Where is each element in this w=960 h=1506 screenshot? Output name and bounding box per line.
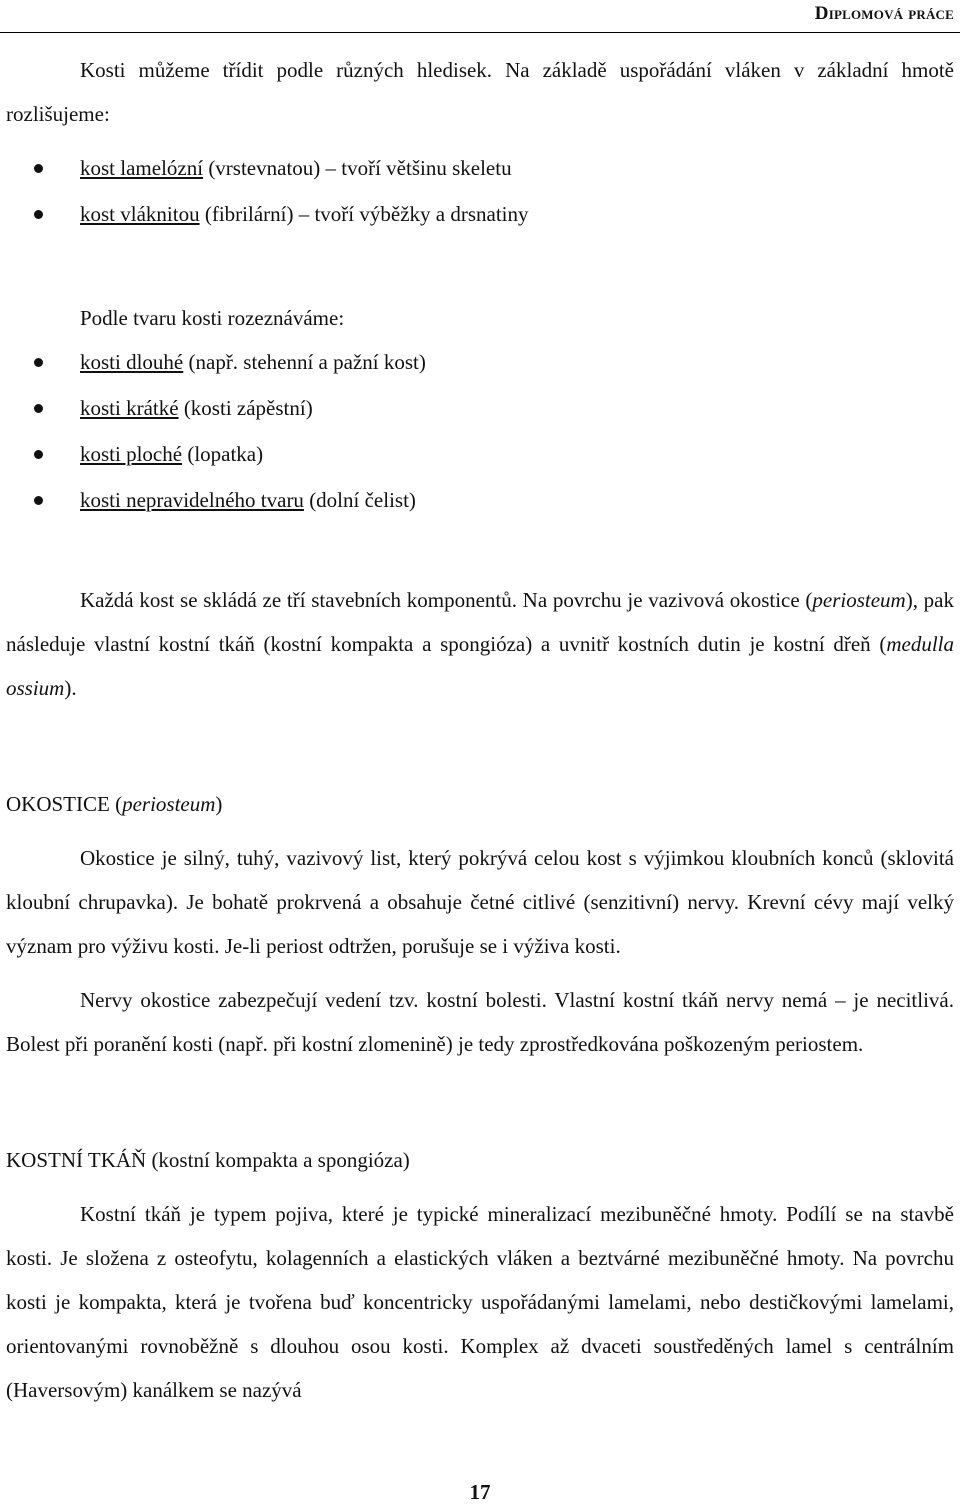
- heading-text: OKOSTICE (: [6, 792, 123, 816]
- list-item-term: kosti krátké: [80, 396, 179, 420]
- okostice-paragraph-2: Nervy okostice zabezpečují vedení tzv. kostní bolesti. Vlastní kostní tkáň nervy nemá – je necitlivá. Bolest při poranění kosti (např. při kostní zlomenině) je tedy zprostředkována poškozeným periostem.: [6, 988, 954, 1056]
- list-item-term: kosti dlouhé: [80, 350, 184, 374]
- running-header: [0, 0, 960, 33]
- bone-shape-list: [6, 340, 954, 524]
- list-item: [6, 478, 954, 524]
- components-paragraph: [6, 578, 954, 710]
- page-number: 17: [469, 1480, 491, 1504]
- components-term-periosteum: periosteum: [812, 588, 906, 612]
- list-item-text: (kosti zápěstní): [178, 396, 313, 420]
- components-text-3: ).: [64, 676, 77, 700]
- fiber-arrangement-list: [6, 146, 954, 238]
- kostni-tkan-paragraph: Kostní tkáň je typem pojiva, které je typické mineralizací mezibuněčné hmoty. Podílí se na stavbě kosti. Je složena z osteofytu, kolagenních a elastických vláken a beztvárné mezibuněčné hmoty. Na povrchu kosti je kompakta, která je tvořena buď koncentricky uspořádanými lamelami, nebo destičkovými lamelami, orientovanými rovnoběžně s dlouhou osou kosti. Komplex až dvaceti soustředěných lamel s centrálním (Haversovým) kanálkem se nazývá: [6, 1202, 954, 1402]
- list-item: [6, 340, 954, 386]
- list-item-term: kost vláknitou: [80, 202, 200, 226]
- header-title: Diplomová práce: [814, 3, 954, 24]
- section-heading-okostice: [6, 782, 954, 826]
- okostice-paragraph-1: Okostice je silný, tuhý, vazivový list, který pokrývá celou kost s výjimkou kloubních konců (sklovitá kloubní chrupavka). Je bohatě prokrvená a obsahuje četné citlivé (senzitivní) nervy. Krevní cévy mají velký význam pro výživu kosti. Je-li periost odtržen, porušuje se i výživa kosti.: [6, 846, 954, 958]
- shape-intro: Podle tvaru kosti rozeznáváme:: [80, 306, 345, 330]
- heading-italic: periosteum: [122, 792, 216, 816]
- components-term-medulla: medulla ossium: [6, 632, 954, 700]
- list-item: [6, 192, 954, 238]
- list-item-term: kosti nepravidelného tvaru: [80, 488, 304, 512]
- list-item: [6, 432, 954, 478]
- list-item-term: kosti ploché: [80, 442, 183, 466]
- components-text-1: Každá kost se skládá ze tří stavebních komponentů. Na povrchu je vazivová okostice (: [80, 588, 813, 612]
- list-item-text: (vrstevnatou) – tvoří většinu skeletu: [203, 156, 512, 180]
- list-item-text: (lopatka): [182, 442, 264, 466]
- list-item-text: (fibrilární) – tvoří výběžky a drsnatiny: [199, 202, 529, 226]
- list-item-term: kost lamelózní: [80, 156, 204, 180]
- list-item: [6, 386, 954, 432]
- list-item: [6, 146, 954, 192]
- page-body: [6, 48, 954, 1412]
- heading-end: ): [215, 792, 223, 816]
- list-item-text: (dolní čelist): [303, 488, 416, 512]
- intro-paragraph: Kosti můžeme třídit podle různých hledisek. Na základě uspořádání vláken v základní hmotě rozlišujeme:: [6, 58, 954, 126]
- components-text-2: ), pak následuje vlastní kostní tkáň (kostní kompakta a spongióza) a uvnitř kostních dutin je kostní dřeň (: [6, 588, 954, 656]
- section-heading-kostni-tkan: KOSTNÍ TKÁŇ (kostní kompakta a spongióza): [6, 1148, 410, 1172]
- list-item-text: (např. stehenní a pažní kost): [183, 350, 426, 374]
